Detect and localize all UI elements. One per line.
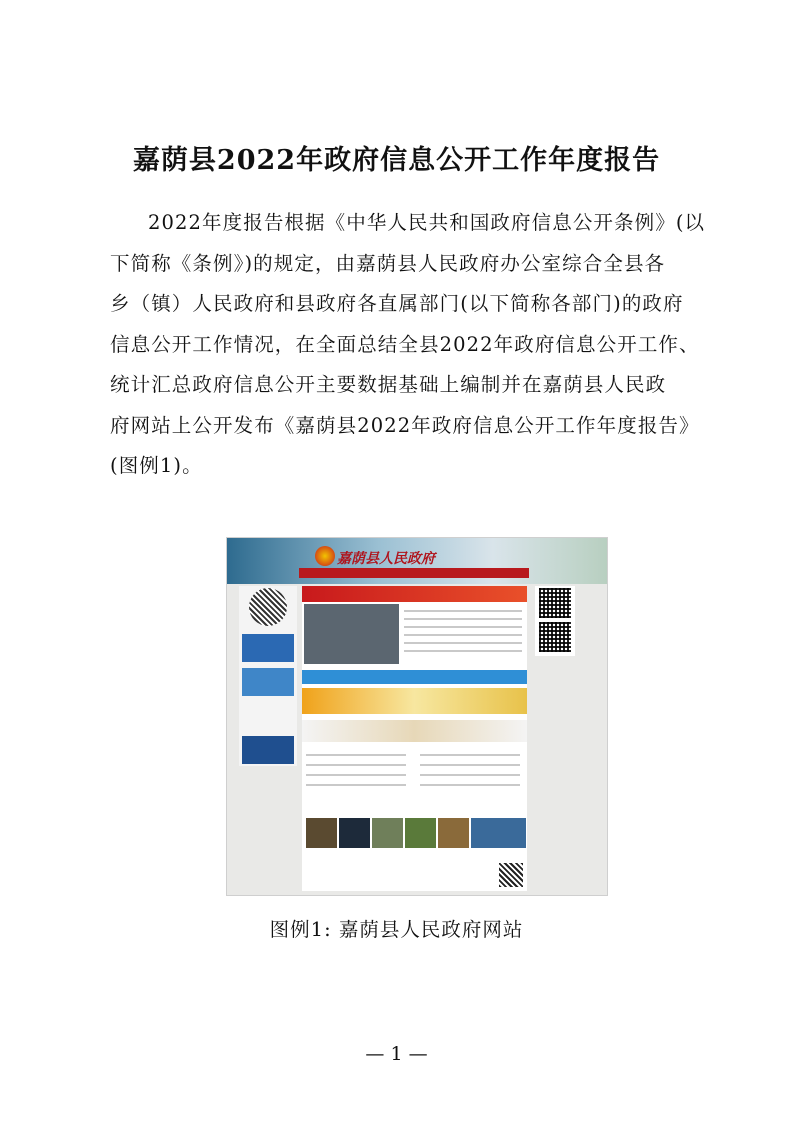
- figure-caption: 图例1: 嘉荫县人民政府网站: [269, 918, 524, 941]
- site-main-column: [302, 586, 527, 886]
- photo-thumbnails: [306, 818, 526, 848]
- paragraph-line: 乡（镇）人民政府和县政府各直属部门(以下简称各部门)的政府: [110, 292, 684, 315]
- news-line: [306, 754, 406, 756]
- body-paragraph: [110, 203, 706, 487]
- main-header-strip: [302, 586, 527, 602]
- qr-code-icon: [499, 863, 523, 887]
- news-photo: [304, 604, 399, 664]
- promo-banner: [302, 688, 527, 714]
- left-banner-block: [242, 668, 294, 696]
- paragraph-line: (图例1)。: [110, 454, 203, 477]
- national-emblem-icon: [315, 546, 335, 566]
- role-model-banner: [302, 720, 527, 742]
- news-line: [404, 650, 522, 652]
- qr-code-icon: [539, 622, 571, 652]
- qr-code-icon: [539, 588, 571, 618]
- epidemic-banner: [302, 670, 527, 684]
- news-line: [404, 626, 522, 628]
- page-number: — 1 —: [365, 1043, 428, 1065]
- news-line: [420, 764, 520, 766]
- website-screenshot-figure: [226, 537, 608, 896]
- site-nav-bar: [299, 568, 529, 578]
- site-banner: [227, 538, 607, 584]
- left-banner-block: [242, 634, 294, 662]
- qr-code-icon: [249, 588, 287, 626]
- paragraph-line: 2022年度报告根据《中华人民共和国政府信息公开条例》(以: [148, 211, 706, 234]
- site-title: 嘉荫县人民政府: [337, 551, 435, 567]
- site-right-column: [535, 586, 575, 656]
- news-line: [404, 610, 522, 612]
- paragraph-line: 统计汇总政府信息公开主要数据基础上编制并在嘉荫县人民政: [110, 373, 667, 396]
- news-line: [404, 634, 522, 636]
- site-footer: [302, 861, 527, 891]
- paragraph-line: 府网站上公开发布《嘉荫县2022年政府信息公开工作年度报告》: [110, 413, 700, 437]
- news-line: [420, 754, 520, 756]
- news-line: [420, 784, 520, 786]
- news-line: [306, 764, 406, 766]
- news-line: [420, 774, 520, 776]
- left-banner-block: [242, 736, 294, 764]
- site-left-column: [239, 586, 297, 766]
- news-line: [404, 618, 522, 620]
- news-line: [306, 774, 406, 776]
- document-title: 嘉荫县2022年政府信息公开工作年度报告: [132, 145, 661, 176]
- paragraph-line: 信息公开工作情况，在全面总结全县2022年政府信息公开工作、: [110, 332, 700, 356]
- news-line: [306, 784, 406, 786]
- paragraph-line: 下简称《条例》)的规定，由嘉荫县人民政府办公室综合全县各: [110, 251, 666, 275]
- news-line: [404, 642, 522, 644]
